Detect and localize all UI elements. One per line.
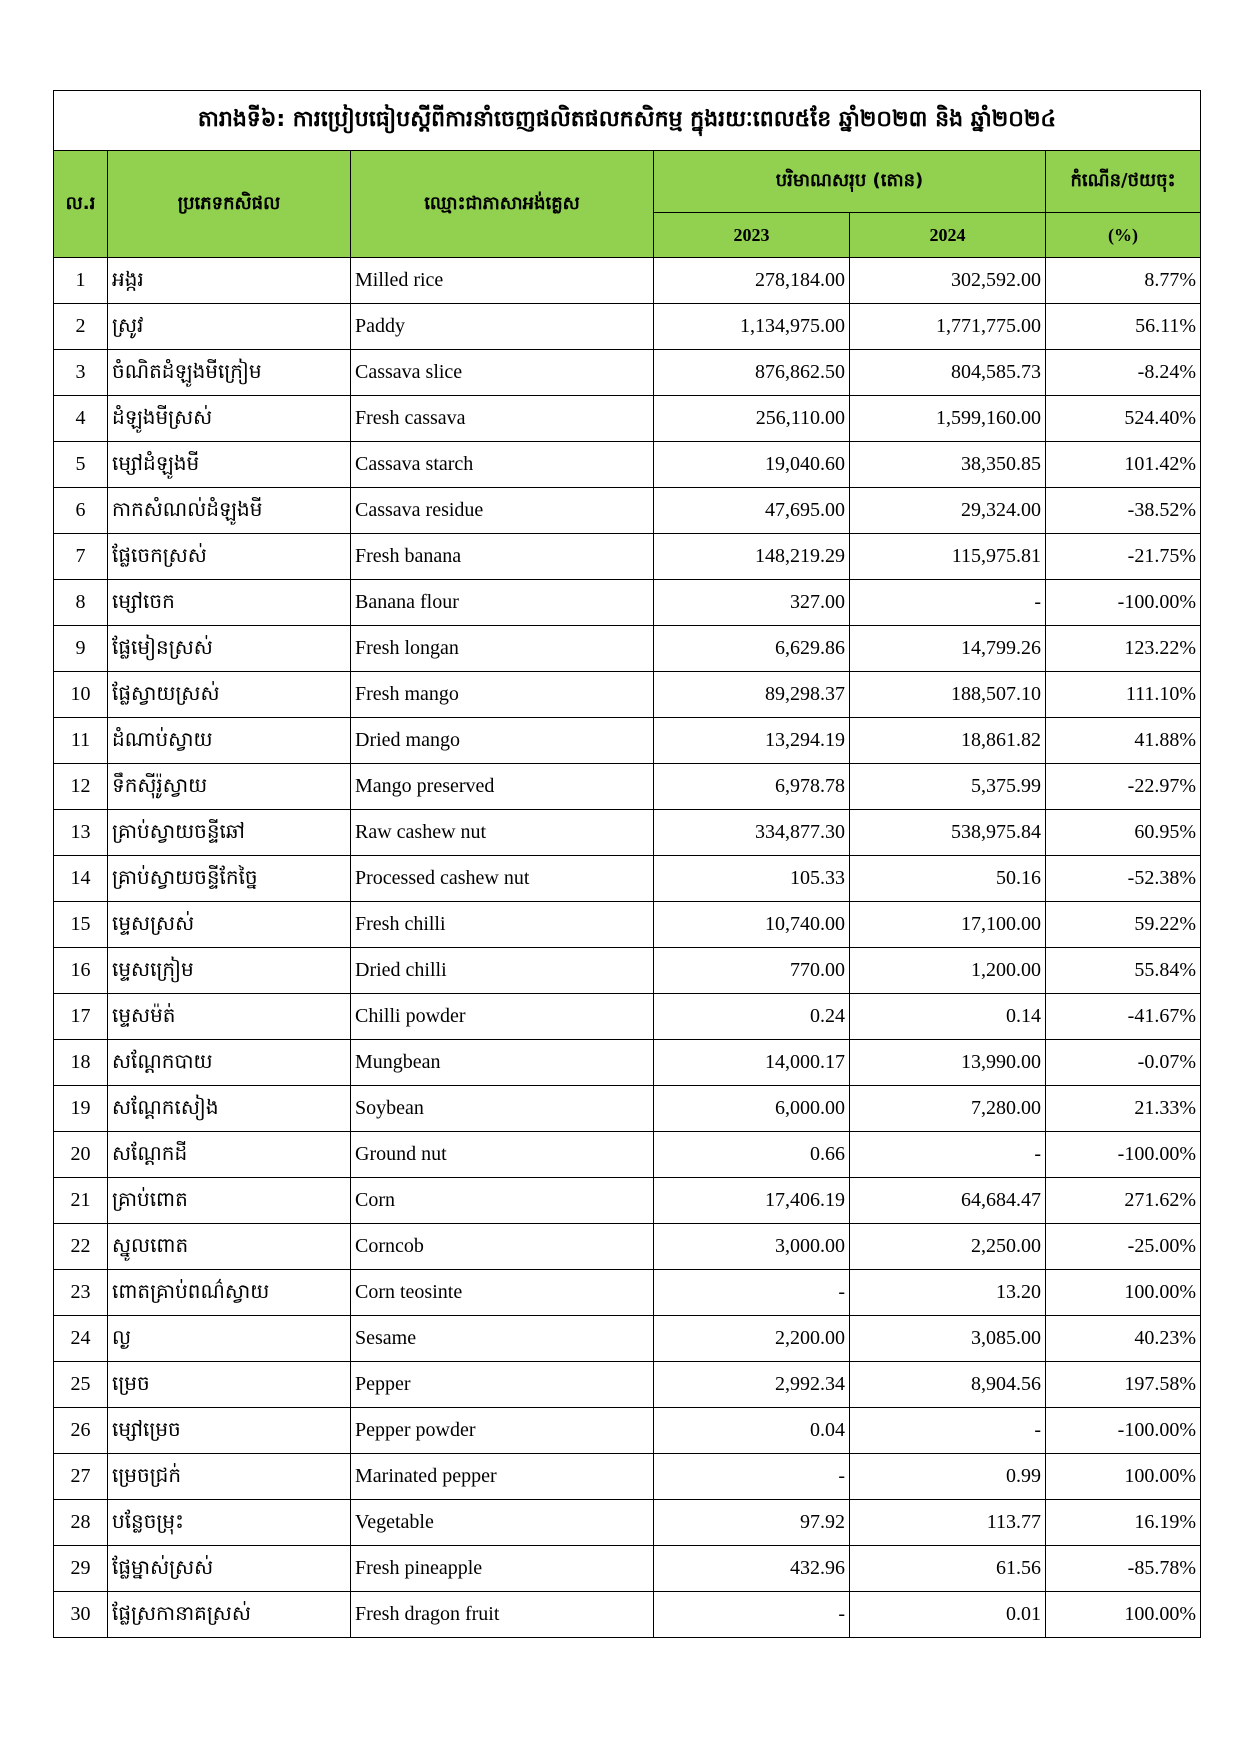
product-type-khmer: ស្រូវ — [108, 304, 351, 350]
header-product-type: ប្រភេទកសិផល — [108, 151, 351, 258]
row-number: 20 — [54, 1132, 108, 1178]
export-comparison-table-wrapper — [53, 90, 1200, 1638]
table-row — [54, 1316, 1201, 1362]
header-year-2024: 2024 — [850, 213, 1046, 258]
product-name-english: Mungbean — [351, 1040, 654, 1086]
row-number: 28 — [54, 1500, 108, 1546]
header-year-2023: 2023 — [654, 213, 850, 258]
product-type-khmer: ចំណិតដំឡូងមីក្រៀម — [108, 350, 351, 396]
volume-2023: 334,877.30 — [654, 810, 850, 856]
table-row — [54, 948, 1201, 994]
product-name-english: Sesame — [351, 1316, 654, 1362]
change-percent: 16.19% — [1046, 1500, 1201, 1546]
volume-2023: 432.96 — [654, 1546, 850, 1592]
volume-2023: 2,992.34 — [654, 1362, 850, 1408]
row-number: 18 — [54, 1040, 108, 1086]
product-type-khmer: ម្ទេសម៉ត់ — [108, 994, 351, 1040]
header-no: ល.រ — [54, 151, 108, 258]
row-number: 2 — [54, 304, 108, 350]
change-percent: 271.62% — [1046, 1178, 1201, 1224]
product-name-english: Cassava residue — [351, 488, 654, 534]
table-row — [54, 442, 1201, 488]
volume-2024: 115,975.81 — [850, 534, 1046, 580]
product-type-khmer: ផ្លែមៀនស្រស់ — [108, 626, 351, 672]
product-type-khmer: ម្ទេសក្រៀម — [108, 948, 351, 994]
volume-2024: 1,200.00 — [850, 948, 1046, 994]
volume-2024: 17,100.00 — [850, 902, 1046, 948]
change-percent: -38.52% — [1046, 488, 1201, 534]
change-percent: -100.00% — [1046, 580, 1201, 626]
product-type-khmer: ដំឡូងមីស្រស់ — [108, 396, 351, 442]
volume-2024: 302,592.00 — [850, 258, 1046, 304]
table-row — [54, 1040, 1201, 1086]
table-row — [54, 1546, 1201, 1592]
change-percent: -85.78% — [1046, 1546, 1201, 1592]
volume-2024: 0.01 — [850, 1592, 1046, 1638]
product-type-khmer: គ្រាប់ស្វាយចន្ទីឆៅ — [108, 810, 351, 856]
volume-2024: 8,904.56 — [850, 1362, 1046, 1408]
product-type-khmer: ម្រេចជ្រក់ — [108, 1454, 351, 1500]
change-percent: 111.10% — [1046, 672, 1201, 718]
volume-2023: 2,200.00 — [654, 1316, 850, 1362]
table-row — [54, 396, 1201, 442]
volume-2023: 1,134,975.00 — [654, 304, 850, 350]
row-number: 22 — [54, 1224, 108, 1270]
change-percent: 56.11% — [1046, 304, 1201, 350]
row-number: 19 — [54, 1086, 108, 1132]
header-change: កំណើន/ថយចុះ — [1046, 151, 1201, 213]
product-name-english: Fresh banana — [351, 534, 654, 580]
row-number: 21 — [54, 1178, 108, 1224]
row-number: 12 — [54, 764, 108, 810]
product-type-khmer: ស្នូលពោត — [108, 1224, 351, 1270]
table-row — [54, 994, 1201, 1040]
row-number: 16 — [54, 948, 108, 994]
product-name-english: Mango preserved — [351, 764, 654, 810]
change-percent: 524.40% — [1046, 396, 1201, 442]
product-type-khmer: បន្លែចម្រុះ — [108, 1500, 351, 1546]
product-type-khmer: ល្ង — [108, 1316, 351, 1362]
row-number: 3 — [54, 350, 108, 396]
volume-2024: 804,585.73 — [850, 350, 1046, 396]
volume-2024: 50.16 — [850, 856, 1046, 902]
table-row — [54, 856, 1201, 902]
row-number: 5 — [54, 442, 108, 488]
volume-2024: 0.14 — [850, 994, 1046, 1040]
table-row — [54, 902, 1201, 948]
volume-2023: 14,000.17 — [654, 1040, 850, 1086]
product-name-english: Soybean — [351, 1086, 654, 1132]
row-number: 27 — [54, 1454, 108, 1500]
volume-2024: - — [850, 1408, 1046, 1454]
table-row — [54, 1270, 1201, 1316]
volume-2024: 13,990.00 — [850, 1040, 1046, 1086]
table-row — [54, 1408, 1201, 1454]
change-percent: 101.42% — [1046, 442, 1201, 488]
volume-2024: 188,507.10 — [850, 672, 1046, 718]
row-number: 6 — [54, 488, 108, 534]
volume-2024: 3,085.00 — [850, 1316, 1046, 1362]
change-percent: 21.33% — [1046, 1086, 1201, 1132]
product-type-khmer: គ្រាប់ស្វាយចន្ទីកែច្នៃ — [108, 856, 351, 902]
product-name-english: Corn teosinte — [351, 1270, 654, 1316]
change-percent: 55.84% — [1046, 948, 1201, 994]
change-percent: -21.75% — [1046, 534, 1201, 580]
volume-2023: 19,040.60 — [654, 442, 850, 488]
row-number: 10 — [54, 672, 108, 718]
volume-2023: 327.00 — [654, 580, 850, 626]
table-row — [54, 258, 1201, 304]
row-number: 25 — [54, 1362, 108, 1408]
product-type-khmer: ម្សៅចេក — [108, 580, 351, 626]
product-name-english: Fresh mango — [351, 672, 654, 718]
table-body — [54, 258, 1201, 1638]
product-name-english: Fresh longan — [351, 626, 654, 672]
row-number: 9 — [54, 626, 108, 672]
product-type-khmer: សណ្តែកបាយ — [108, 1040, 351, 1086]
product-name-english: Pepper powder — [351, 1408, 654, 1454]
product-type-khmer: សណ្តែកដី — [108, 1132, 351, 1178]
change-percent: -25.00% — [1046, 1224, 1201, 1270]
table-row — [54, 1086, 1201, 1132]
product-type-khmer: សណ្តែកសៀង — [108, 1086, 351, 1132]
change-percent: -41.67% — [1046, 994, 1201, 1040]
change-percent: -100.00% — [1046, 1408, 1201, 1454]
product-name-english: Chilli powder — [351, 994, 654, 1040]
volume-2023: - — [654, 1270, 850, 1316]
product-type-khmer: ផ្លែចេកស្រស់ — [108, 534, 351, 580]
product-type-khmer: ដំណាប់ស្វាយ — [108, 718, 351, 764]
volume-2023: 10,740.00 — [654, 902, 850, 948]
product-name-english: Corncob — [351, 1224, 654, 1270]
change-percent: -22.97% — [1046, 764, 1201, 810]
table-row — [54, 1224, 1201, 1270]
change-percent: 60.95% — [1046, 810, 1201, 856]
volume-2024: 14,799.26 — [850, 626, 1046, 672]
volume-2023: 876,862.50 — [654, 350, 850, 396]
product-type-khmer: គ្រាប់ពោត — [108, 1178, 351, 1224]
product-name-english: Dried chilli — [351, 948, 654, 994]
volume-2023: 0.04 — [654, 1408, 850, 1454]
table-row — [54, 1592, 1201, 1638]
volume-2023: - — [654, 1592, 850, 1638]
volume-2024: 0.99 — [850, 1454, 1046, 1500]
volume-2023: 3,000.00 — [654, 1224, 850, 1270]
volume-2023: 6,978.78 — [654, 764, 850, 810]
product-name-english: Fresh pineapple — [351, 1546, 654, 1592]
volume-2024: 7,280.00 — [850, 1086, 1046, 1132]
product-name-english: Milled rice — [351, 258, 654, 304]
volume-2024: 113.77 — [850, 1500, 1046, 1546]
change-percent: 40.23% — [1046, 1316, 1201, 1362]
product-name-english: Banana flour — [351, 580, 654, 626]
table-row — [54, 1454, 1201, 1500]
row-number: 14 — [54, 856, 108, 902]
product-type-khmer: ម្រេច — [108, 1362, 351, 1408]
row-number: 29 — [54, 1546, 108, 1592]
product-type-khmer: កាកសំណល់ដំឡូងមី — [108, 488, 351, 534]
product-name-english: Vegetable — [351, 1500, 654, 1546]
product-name-english: Cassava starch — [351, 442, 654, 488]
change-percent: 59.22% — [1046, 902, 1201, 948]
volume-2023: 47,695.00 — [654, 488, 850, 534]
row-number: 8 — [54, 580, 108, 626]
row-number: 15 — [54, 902, 108, 948]
volume-2023: 0.24 — [654, 994, 850, 1040]
row-number: 30 — [54, 1592, 108, 1638]
volume-2024: 38,350.85 — [850, 442, 1046, 488]
product-type-khmer: ម្សៅម្រេច — [108, 1408, 351, 1454]
row-number: 1 — [54, 258, 108, 304]
volume-2023: 0.66 — [654, 1132, 850, 1178]
row-number: 4 — [54, 396, 108, 442]
product-name-english: Paddy — [351, 304, 654, 350]
product-type-khmer: ទឹកស៊ីរ៉ូស្វាយ — [108, 764, 351, 810]
volume-2023: 17,406.19 — [654, 1178, 850, 1224]
export-comparison-table — [53, 90, 1201, 1638]
volume-2023: 148,219.29 — [654, 534, 850, 580]
volume-2023: 89,298.37 — [654, 672, 850, 718]
change-percent: 100.00% — [1046, 1270, 1201, 1316]
volume-2023: 6,000.00 — [654, 1086, 850, 1132]
volume-2024: 61.56 — [850, 1546, 1046, 1592]
volume-2023: 13,294.19 — [654, 718, 850, 764]
product-name-english: Fresh chilli — [351, 902, 654, 948]
volume-2023: 105.33 — [654, 856, 850, 902]
product-name-english: Ground nut — [351, 1132, 654, 1178]
header-total-volume: បរិមាណសរុប (តោន) — [654, 151, 1046, 213]
volume-2024: 1,771,775.00 — [850, 304, 1046, 350]
product-type-khmer: ពោតគ្រាប់ពណ៌ស្វាយ — [108, 1270, 351, 1316]
volume-2023: 6,629.86 — [654, 626, 850, 672]
volume-2023: 278,184.00 — [654, 258, 850, 304]
volume-2024: 2,250.00 — [850, 1224, 1046, 1270]
table-row — [54, 626, 1201, 672]
product-name-english: Raw cashew nut — [351, 810, 654, 856]
table-row — [54, 350, 1201, 396]
product-type-khmer: ម្ទេសស្រស់ — [108, 902, 351, 948]
header-english-name: ឈ្មោះជាភាសាអង់គ្លេស — [351, 151, 654, 258]
volume-2024: - — [850, 580, 1046, 626]
volume-2024: 29,324.00 — [850, 488, 1046, 534]
row-number: 23 — [54, 1270, 108, 1316]
table-row — [54, 304, 1201, 350]
product-type-khmer: ផ្លែស្វាយស្រស់ — [108, 672, 351, 718]
table-row — [54, 1500, 1201, 1546]
product-name-english: Corn — [351, 1178, 654, 1224]
row-number: 24 — [54, 1316, 108, 1362]
row-number: 7 — [54, 534, 108, 580]
product-name-english: Processed cashew nut — [351, 856, 654, 902]
product-name-english: Fresh dragon fruit — [351, 1592, 654, 1638]
row-number: 26 — [54, 1408, 108, 1454]
change-percent: 41.88% — [1046, 718, 1201, 764]
product-name-english: Marinated pepper — [351, 1454, 654, 1500]
change-percent: 197.58% — [1046, 1362, 1201, 1408]
product-name-english: Fresh cassava — [351, 396, 654, 442]
product-type-khmer: ផ្លែម្នាស់ស្រស់ — [108, 1546, 351, 1592]
change-percent: -100.00% — [1046, 1132, 1201, 1178]
volume-2024: - — [850, 1132, 1046, 1178]
volume-2024: 13.20 — [850, 1270, 1046, 1316]
product-type-khmer: ផ្លែស្រកានាគស្រស់ — [108, 1592, 351, 1638]
volume-2023: - — [654, 1454, 850, 1500]
table-row — [54, 1362, 1201, 1408]
product-name-english: Cassava slice — [351, 350, 654, 396]
volume-2023: 97.92 — [654, 1500, 850, 1546]
table-row — [54, 1178, 1201, 1224]
volume-2024: 1,599,160.00 — [850, 396, 1046, 442]
change-percent: -52.38% — [1046, 856, 1201, 902]
change-percent: 123.22% — [1046, 626, 1201, 672]
change-percent: -8.24% — [1046, 350, 1201, 396]
product-name-english: Pepper — [351, 1362, 654, 1408]
product-name-english: Dried mango — [351, 718, 654, 764]
product-type-khmer: ម្សៅដំឡូងមី — [108, 442, 351, 488]
volume-2023: 770.00 — [654, 948, 850, 994]
volume-2023: 256,110.00 — [654, 396, 850, 442]
row-number: 17 — [54, 994, 108, 1040]
change-percent: 100.00% — [1046, 1454, 1201, 1500]
table-row — [54, 488, 1201, 534]
header-percent: (%) — [1046, 213, 1201, 258]
table-row — [54, 580, 1201, 626]
row-number: 11 — [54, 718, 108, 764]
table-row — [54, 718, 1201, 764]
product-type-khmer: អង្ករ — [108, 258, 351, 304]
volume-2024: 64,684.47 — [850, 1178, 1046, 1224]
change-percent: -0.07% — [1046, 1040, 1201, 1086]
volume-2024: 5,375.99 — [850, 764, 1046, 810]
volume-2024: 18,861.82 — [850, 718, 1046, 764]
volume-2024: 538,975.84 — [850, 810, 1046, 856]
table-row — [54, 810, 1201, 856]
table-row — [54, 672, 1201, 718]
table-row — [54, 1132, 1201, 1178]
table-title: តារាងទី៦: ការប្រៀបធៀបស្តីពីការនាំចេញផលិតផលកសិកម្ម ក្នុងរយៈពេល៥ខែ ឆ្នាំ២០២៣ និង ឆ្នាំ២០២៤ — [54, 91, 1201, 151]
table-row — [54, 764, 1201, 810]
table-row — [54, 534, 1201, 580]
row-number: 13 — [54, 810, 108, 856]
change-percent: 100.00% — [1046, 1592, 1201, 1638]
change-percent: 8.77% — [1046, 258, 1201, 304]
